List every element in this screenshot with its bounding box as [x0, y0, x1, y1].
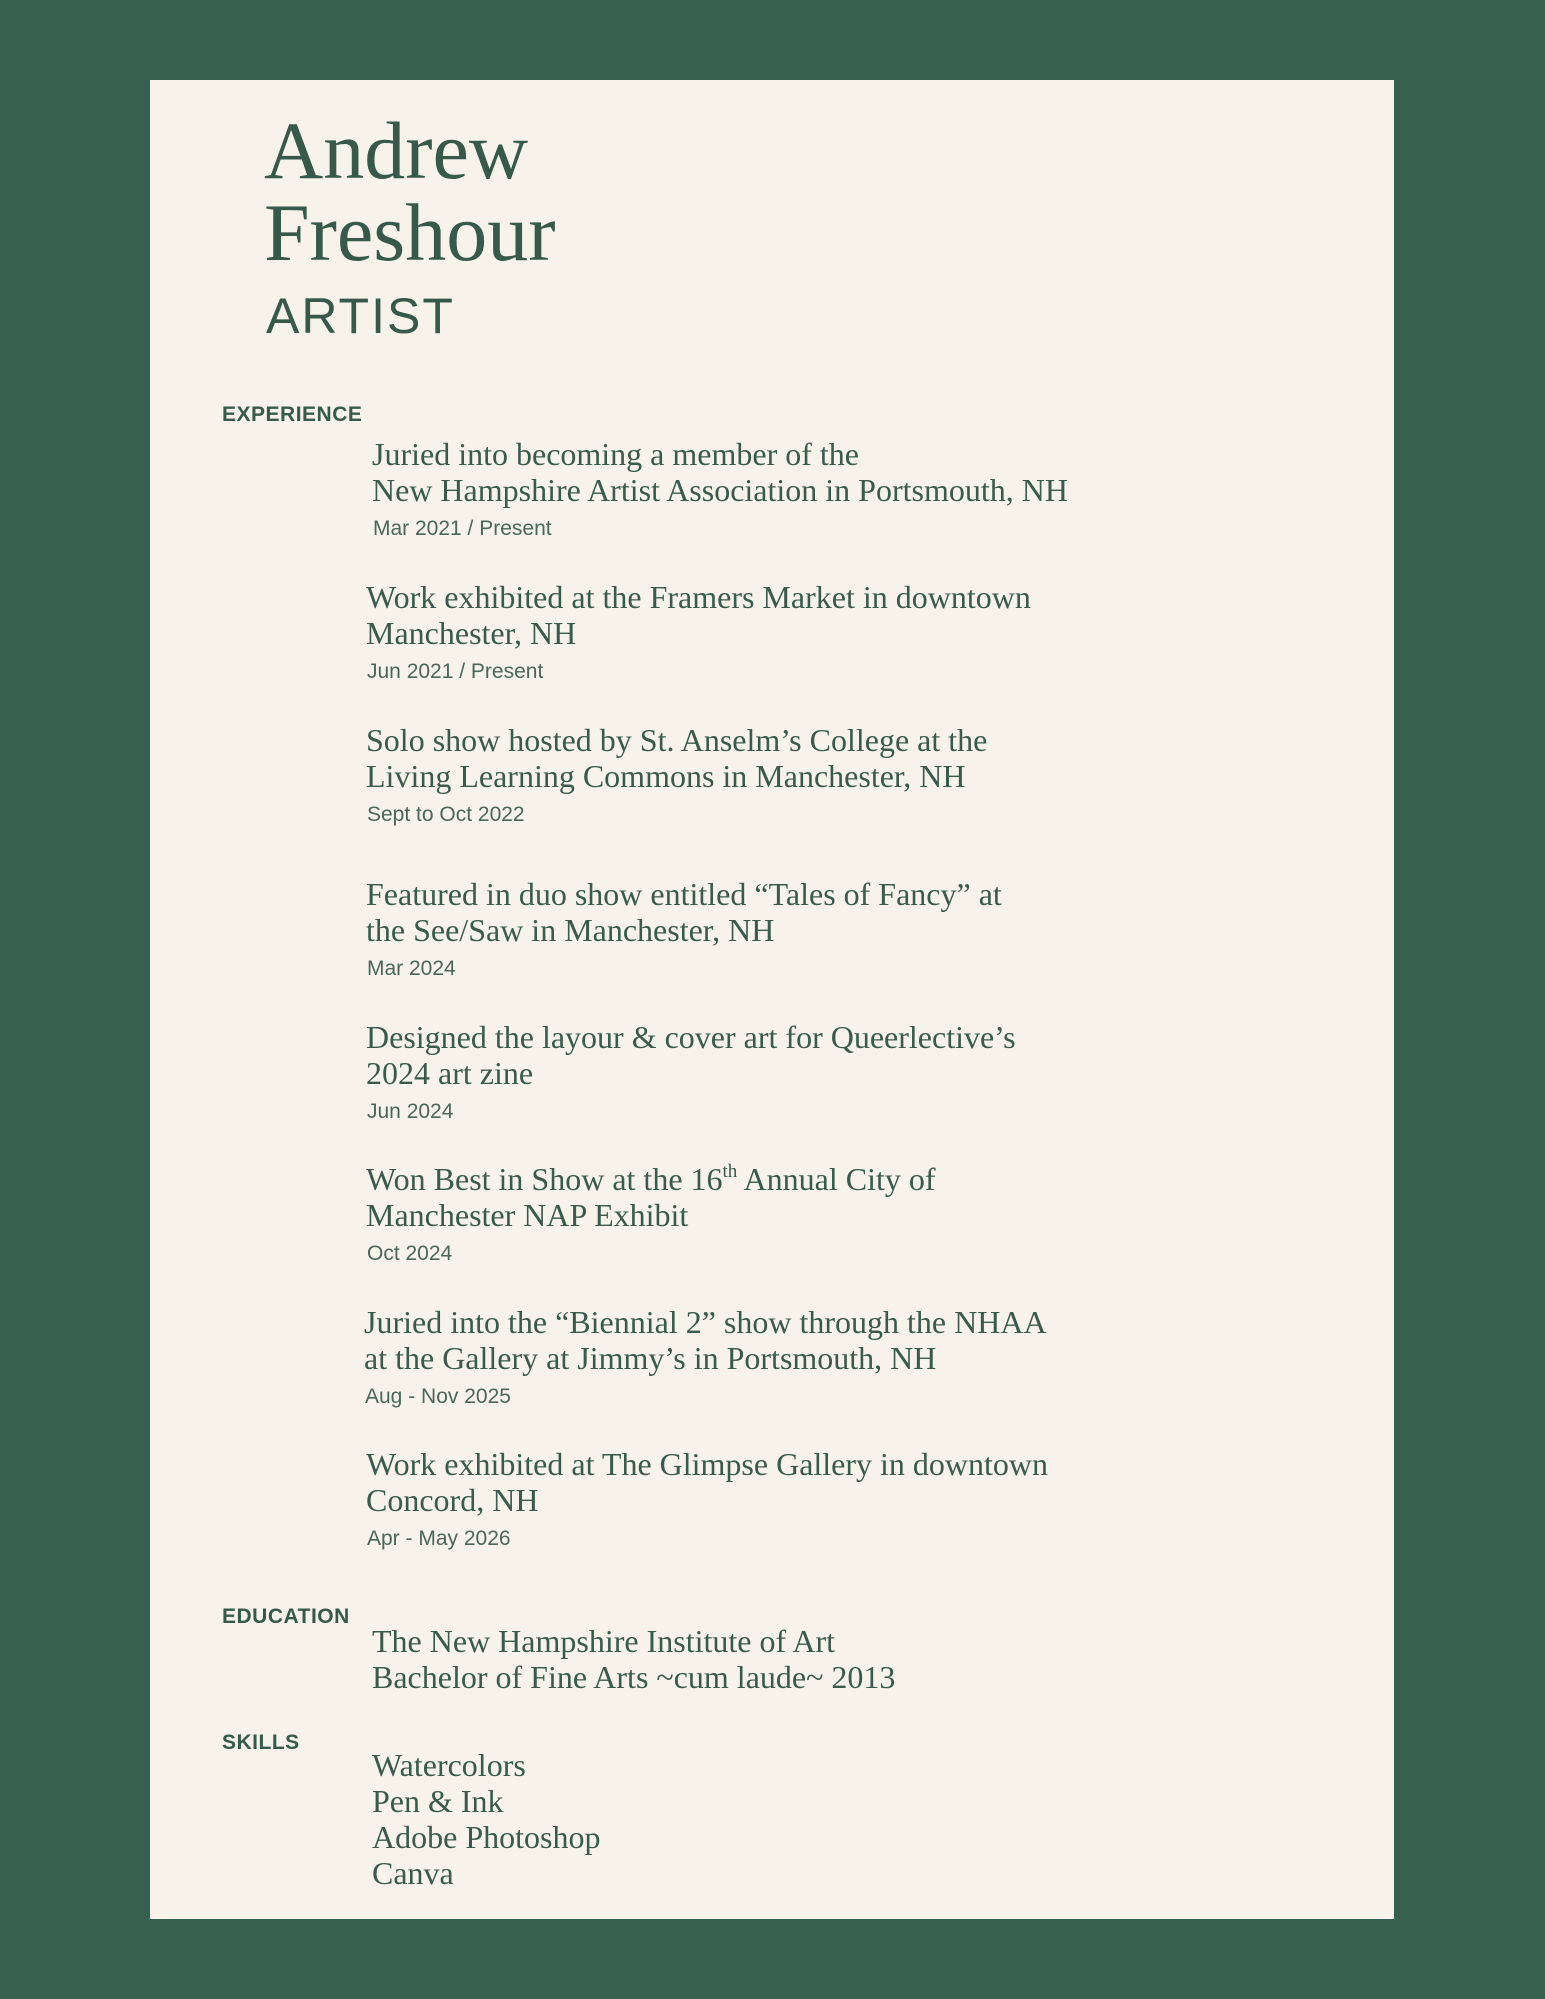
experience-item: [366, 1161, 1186, 1267]
experience-item: [366, 1019, 1186, 1125]
person-name: [264, 105, 556, 278]
education-block: [372, 1623, 895, 1695]
experience-item-title: Work exhibited at The Glimpse Gallery in downtown Concord, NH: [366, 1446, 1049, 1518]
experience-item-title: Juried into becoming a member of the New Hampshire Artist Association in Portsmouth, NH: [372, 436, 1068, 508]
experience-item-date: Jun 2024: [367, 1100, 454, 1123]
experience-heading: EXPERIENCE: [222, 403, 363, 426]
experience-item-date: Apr - May 2026: [367, 1527, 511, 1550]
experience-item: [366, 876, 1186, 982]
skills-list: [372, 1747, 600, 1891]
experience-item-title: Juried into the “Biennial 2” show through the NHAA at the Gallery at Jimmy’s in Portsmouth, NH: [364, 1304, 1047, 1376]
experience-item-title: Solo show hosted by St. Anselm’s College at the Living Learning Commons in Manchester, NH: [366, 722, 988, 794]
experience-item-date: Mar 2021 / Present: [373, 517, 552, 540]
job-title: ARTIST: [266, 288, 455, 344]
skill-item: Canva: [372, 1855, 454, 1891]
education-school: The New Hampshire Institute of Art: [372, 1623, 835, 1659]
education-heading: EDUCATION: [222, 1605, 350, 1628]
skill-item: Pen & Ink: [372, 1783, 504, 1819]
experience-item: [366, 579, 1186, 685]
education-degree: Bachelor of Fine Arts ~cum laude~ 2013: [372, 1659, 896, 1695]
experience-item-date: Mar 2024: [367, 957, 456, 980]
experience-item-title: Work exhibited at the Framers Market in downtown Manchester, NH: [366, 579, 1031, 651]
skill-item: Watercolors: [372, 1747, 526, 1783]
experience-item-date: Aug - Nov 2025: [365, 1385, 511, 1408]
experience-item-title: Designed the layour & cover art for Queerlective’s 2024 art zine: [366, 1019, 1016, 1091]
experience-item-date: Sept to Oct 2022: [367, 803, 525, 826]
experience-item-date: Jun 2021 / Present: [367, 660, 544, 683]
skill-item: Adobe Photoshop: [372, 1819, 601, 1855]
experience-item: [366, 1446, 1186, 1552]
experience-item: [372, 436, 1192, 542]
experience-item-title: Won Best in Show at the 16th Annual City of Manchester NAP Exhibit: [366, 1161, 936, 1233]
last-name: Freshour: [264, 187, 556, 278]
experience-item-date: Oct 2024: [367, 1242, 453, 1265]
first-name: Andrew: [264, 105, 529, 196]
experience-item: [364, 1304, 1184, 1410]
experience-item-title: Featured in duo show entitled “Tales of Fancy” at the See/Saw in Manchester, NH: [366, 876, 1002, 948]
experience-item: [366, 722, 1186, 828]
skills-heading: SKILLS: [222, 1731, 300, 1754]
